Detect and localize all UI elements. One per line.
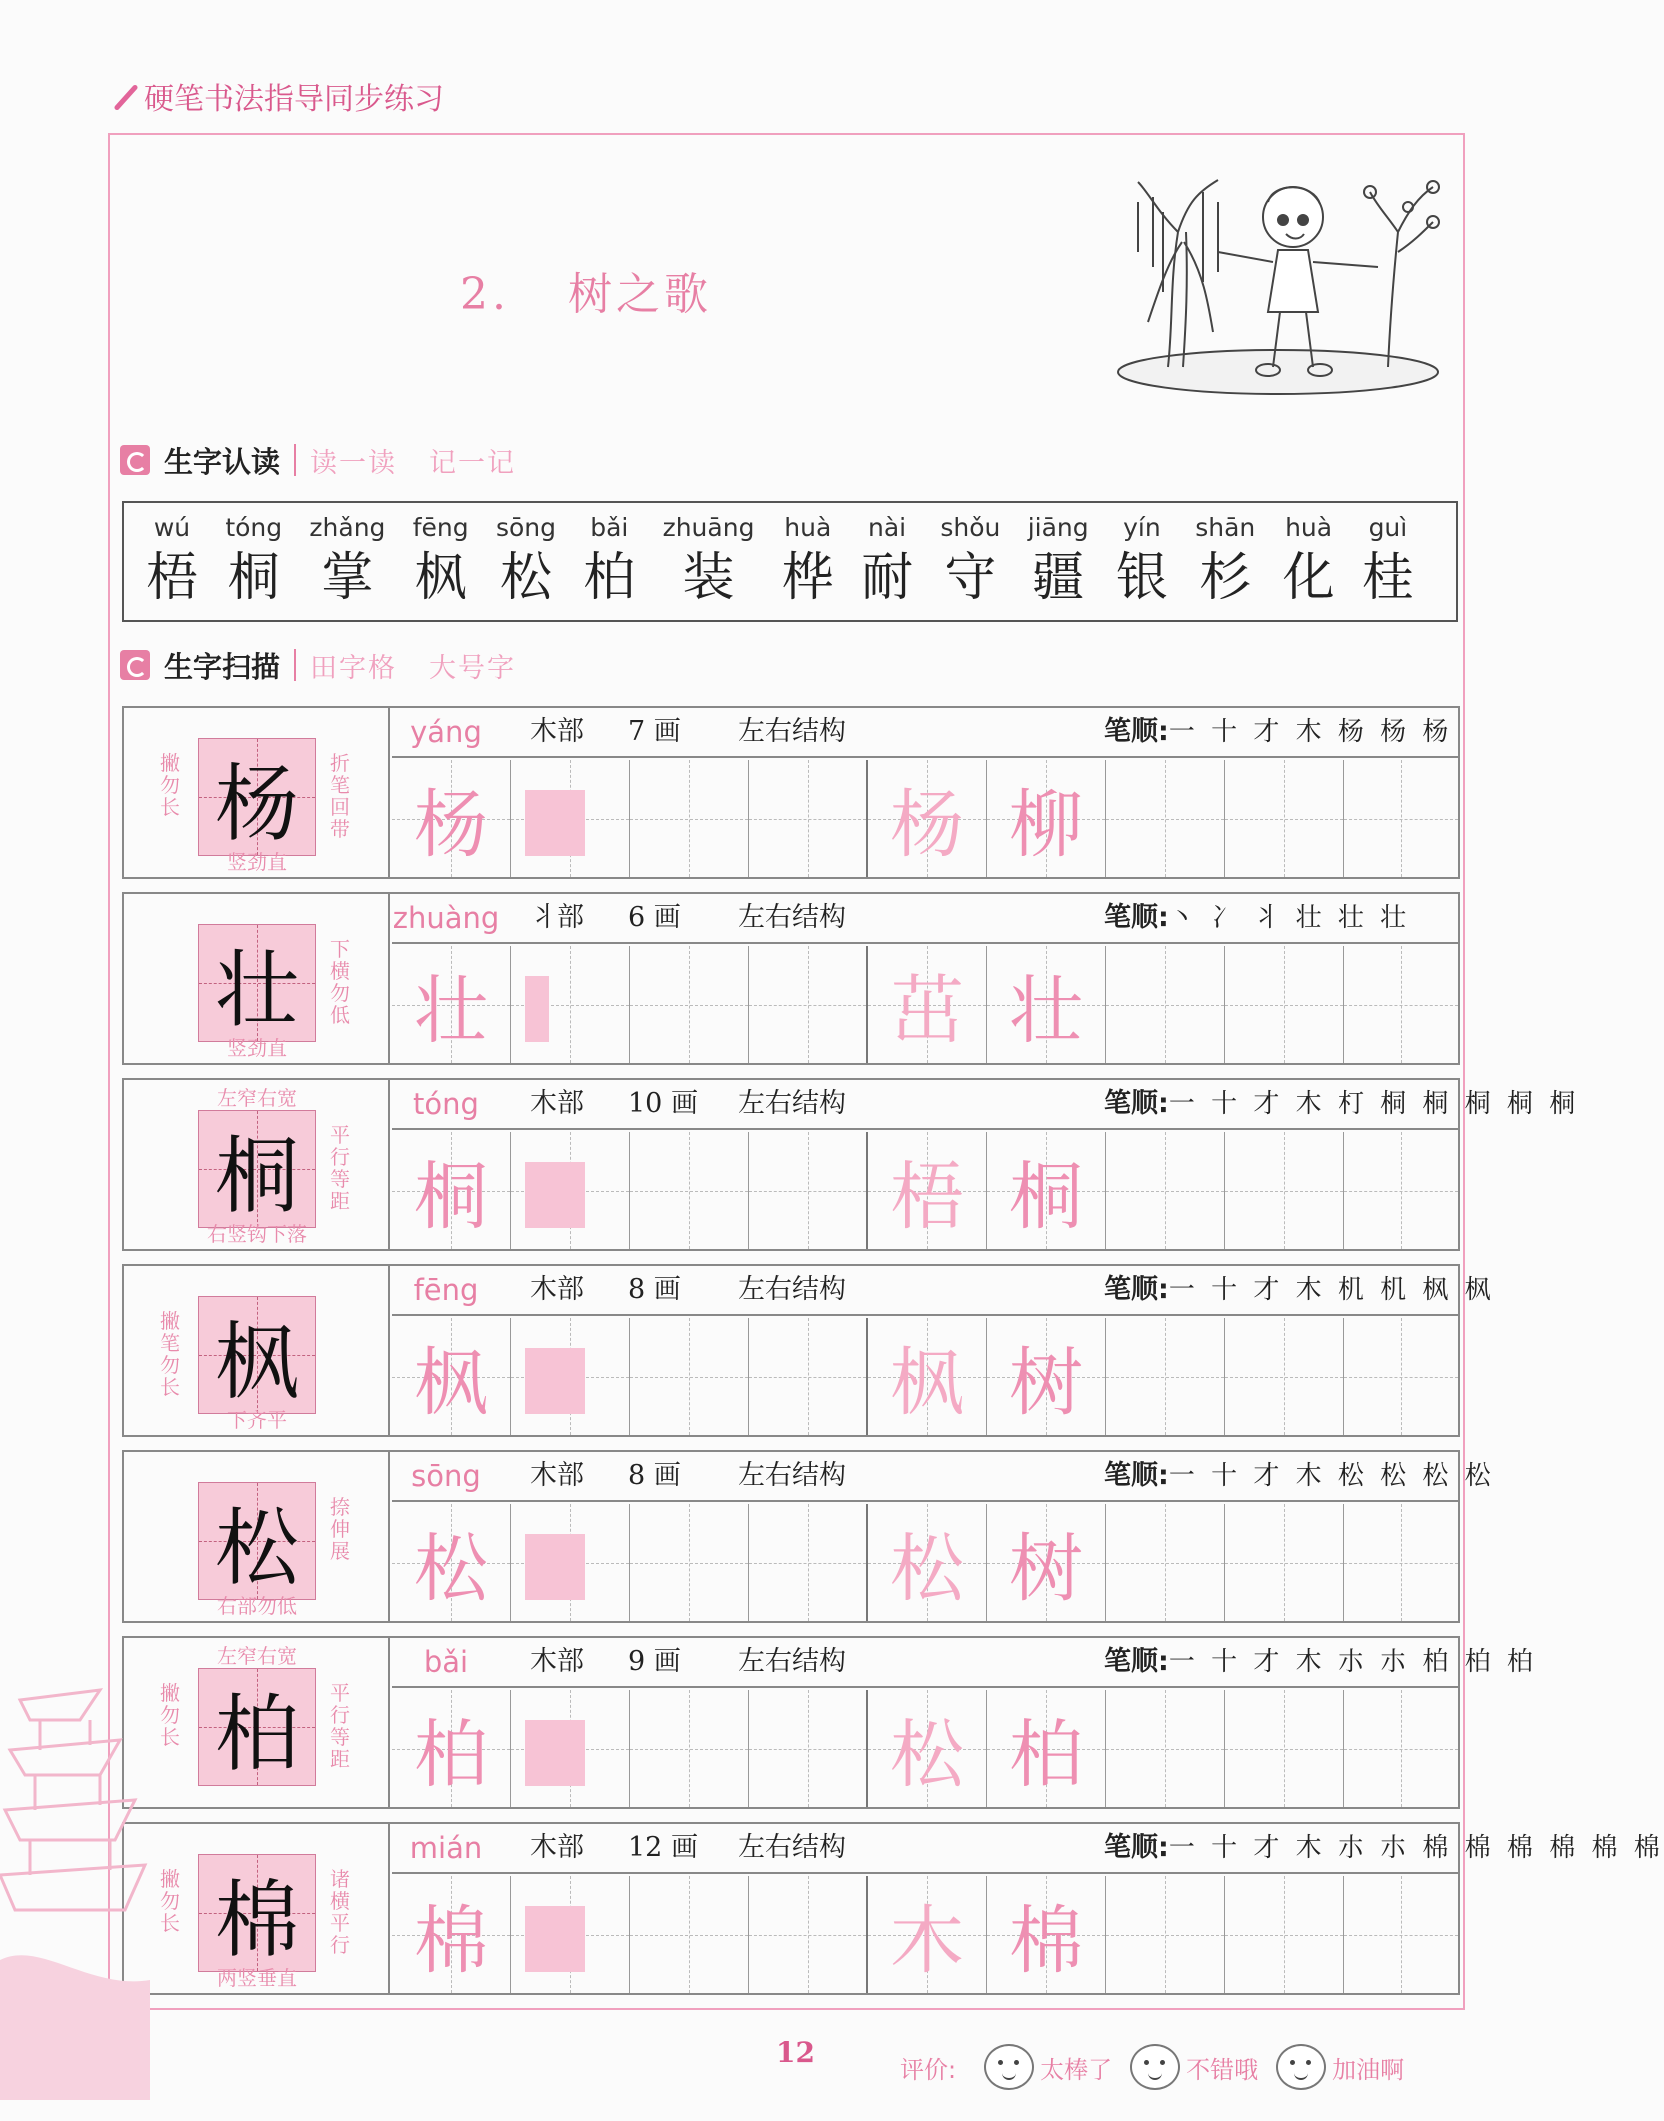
stroke-order-sequence: 丶 冫 丬 壮 壮 壮 bbox=[1168, 903, 1411, 933]
practice-cell[interactable] bbox=[749, 1318, 868, 1435]
practice-row bbox=[122, 1264, 1495, 1437]
char-info-bar bbox=[392, 1452, 1495, 1502]
writing-tip-right: 诸横平行 bbox=[330, 1867, 350, 1957]
char-info-bar bbox=[392, 1824, 1664, 1874]
model-char: 枫 bbox=[214, 1312, 299, 1411]
word-char-1: 松 bbox=[890, 1711, 964, 1798]
char-stroke-count: 9 画 bbox=[628, 1646, 681, 1677]
section-scan-header bbox=[120, 645, 548, 685]
practice-cell[interactable] bbox=[1106, 1876, 1225, 1993]
practice-cell[interactable] bbox=[987, 1690, 1106, 1807]
practice-cell[interactable] bbox=[868, 946, 987, 1063]
read-char bbox=[496, 509, 556, 620]
writing-tip-left: 撇勿长 bbox=[160, 751, 180, 819]
radical-highlight bbox=[525, 1720, 585, 1786]
read-char bbox=[663, 509, 755, 620]
practice-cell[interactable] bbox=[868, 760, 987, 877]
practice-grid bbox=[392, 1132, 1458, 1249]
char-stroke-count: 6 画 bbox=[628, 902, 681, 933]
char-pinyin: sōng bbox=[411, 1459, 481, 1493]
trace-char: 柏 bbox=[414, 1711, 488, 1798]
section-divider bbox=[294, 649, 296, 681]
word-char-2: 柳 bbox=[1009, 781, 1083, 868]
hanzi: 杉 bbox=[1199, 548, 1252, 608]
radical-highlight bbox=[525, 1906, 585, 1972]
practice-cell[interactable] bbox=[392, 1690, 511, 1807]
section-title: 生字扫描 bbox=[164, 649, 281, 684]
pinyin: fēng bbox=[412, 513, 469, 542]
swirl-icon bbox=[120, 650, 150, 680]
bear-face-icon bbox=[1130, 2044, 1180, 2090]
read-char bbox=[861, 509, 913, 620]
radical-highlight bbox=[525, 1348, 585, 1414]
char-info-bar bbox=[392, 894, 1458, 944]
practice-cell[interactable] bbox=[630, 1132, 749, 1249]
practice-cell[interactable] bbox=[1106, 1504, 1225, 1621]
practice-grid bbox=[392, 1690, 1458, 1807]
read-char bbox=[1116, 509, 1168, 620]
practice-cell[interactable] bbox=[1106, 1132, 1225, 1249]
hanzi: 守 bbox=[944, 548, 997, 608]
writing-tip-left: 撇笔勿长 bbox=[160, 1309, 180, 1399]
char-pinyin: yáng bbox=[410, 715, 482, 749]
kid-face-icon bbox=[1276, 2044, 1326, 2090]
practice-cell[interactable] bbox=[630, 1318, 749, 1435]
practice-cell[interactable] bbox=[392, 1132, 511, 1249]
char-structure: 左右结构 bbox=[738, 1460, 846, 1491]
model-char: 桐 bbox=[214, 1126, 299, 1225]
word-char-1: 茁 bbox=[890, 967, 964, 1054]
hanzi: 疆 bbox=[1032, 548, 1085, 608]
practice-cell[interactable] bbox=[1225, 1318, 1344, 1435]
read-char bbox=[225, 509, 282, 620]
page-number: 12 bbox=[776, 2036, 815, 2069]
hanzi: 松 bbox=[499, 548, 552, 608]
cat-face-icon bbox=[984, 2044, 1034, 2090]
model-char-panel bbox=[124, 1824, 390, 1993]
lesson-title bbox=[460, 258, 712, 322]
practice-grid bbox=[392, 1318, 1458, 1435]
char-structure: 左右结构 bbox=[738, 716, 846, 747]
trace-char: 桐 bbox=[414, 1153, 488, 1240]
practice-cell[interactable] bbox=[1344, 1504, 1458, 1621]
section-subtitle: 读一读 记一记 bbox=[310, 447, 517, 479]
stroke-order-label: 笔顺: bbox=[1104, 1088, 1169, 1119]
writing-tip-right: 平行等距 bbox=[330, 1123, 350, 1213]
char-structure: 左右结构 bbox=[738, 1088, 846, 1119]
model-char-panel bbox=[124, 1080, 390, 1249]
hanzi: 装 bbox=[682, 548, 735, 608]
stroke-order-sequence: 一 十 才 木 机 机 枫 枫 bbox=[1168, 1275, 1495, 1305]
read-char bbox=[309, 509, 385, 620]
practice-cell[interactable] bbox=[511, 1876, 630, 1993]
char-info-bar bbox=[392, 1266, 1495, 1316]
writing-tip-bottom: 竖劲直 bbox=[227, 1036, 287, 1060]
series-header bbox=[108, 74, 444, 118]
word-char-1: 松 bbox=[890, 1525, 964, 1612]
hanzi: 梧 bbox=[146, 548, 199, 608]
char-info-bar bbox=[392, 1638, 1537, 1688]
practice-cell[interactable] bbox=[749, 1876, 868, 1993]
char-stroke-count: 10 画 bbox=[628, 1088, 698, 1119]
pinyin: nài bbox=[868, 513, 907, 542]
hanzi: 化 bbox=[1282, 548, 1335, 608]
stroke-order bbox=[1104, 1266, 1495, 1314]
stroke-order-sequence: 一 十 才 木 杨 杨 杨 bbox=[1168, 717, 1453, 747]
stroke-order bbox=[1104, 1080, 1579, 1128]
practice-cell[interactable] bbox=[987, 1876, 1106, 1993]
model-char: 松 bbox=[214, 1498, 299, 1597]
practice-grid bbox=[392, 760, 1458, 877]
stroke-order bbox=[1104, 1824, 1664, 1872]
model-char-panel bbox=[124, 708, 390, 877]
practice-row bbox=[122, 1450, 1495, 1623]
practice-cell[interactable] bbox=[630, 1876, 749, 1993]
char-structure: 左右结构 bbox=[738, 1832, 846, 1863]
word-char-2: 棉 bbox=[1009, 1897, 1083, 1984]
kid-with-trees-illustration bbox=[1108, 172, 1448, 402]
hanzi: 桦 bbox=[781, 548, 834, 608]
practice-cell[interactable] bbox=[630, 946, 749, 1063]
trace-char: 杨 bbox=[414, 781, 488, 868]
practice-row bbox=[122, 1636, 1537, 1809]
practice-cell[interactable] bbox=[749, 1504, 868, 1621]
pinyin: sōng bbox=[495, 513, 556, 542]
section-subtitle: 田字格 大号字 bbox=[310, 652, 517, 684]
practice-cell[interactable] bbox=[749, 760, 868, 877]
writing-tip-right: 捺伸展 bbox=[330, 1495, 350, 1563]
pinyin: huà bbox=[1285, 513, 1333, 542]
read-characters-box bbox=[122, 501, 1458, 622]
word-char-2: 树 bbox=[1009, 1525, 1083, 1612]
practice-cell[interactable] bbox=[1344, 1318, 1458, 1435]
writing-tip-right: 平行等距 bbox=[330, 1681, 350, 1771]
read-char bbox=[1362, 509, 1414, 620]
read-char bbox=[1283, 509, 1335, 620]
writing-tip-bottom: 两竖垂直 bbox=[217, 1966, 297, 1990]
char-radical: 木部 bbox=[530, 1274, 584, 1305]
practice-cell[interactable] bbox=[1225, 1876, 1344, 1993]
stroke-order-sequence: 一 十 才 木 朾 桐 桐 桐 桐 桐 bbox=[1168, 1089, 1580, 1119]
word-char-1: 杨 bbox=[890, 781, 964, 868]
practice-cell[interactable] bbox=[987, 1132, 1106, 1249]
stroke-order-label: 笔顺: bbox=[1104, 1274, 1169, 1305]
pinyin: shǒu bbox=[940, 513, 1001, 542]
radical-highlight bbox=[525, 1534, 585, 1600]
practice-cell[interactable] bbox=[1344, 760, 1458, 877]
trace-char: 壮 bbox=[414, 967, 488, 1054]
hanzi: 耐 bbox=[861, 548, 914, 608]
char-stroke-count: 7 画 bbox=[628, 716, 681, 747]
char-info-bar bbox=[392, 708, 1458, 758]
word-char-1: 木 bbox=[890, 1897, 964, 1984]
trace-char: 棉 bbox=[414, 1897, 488, 1984]
writing-tip-left: 撇勿长 bbox=[160, 1681, 180, 1749]
char-structure: 左右结构 bbox=[738, 902, 846, 933]
practice-cell[interactable] bbox=[511, 1690, 630, 1807]
practice-cell[interactable] bbox=[630, 1504, 749, 1621]
radical-highlight bbox=[525, 1162, 585, 1228]
word-char-1: 枫 bbox=[890, 1339, 964, 1426]
stroke-order-label: 笔顺: bbox=[1104, 1460, 1169, 1491]
pinyin: zhǎng bbox=[309, 513, 386, 542]
stroke-order-label: 笔顺: bbox=[1104, 716, 1169, 747]
radical-highlight bbox=[525, 790, 585, 856]
char-structure: 左右结构 bbox=[738, 1274, 846, 1305]
read-char bbox=[782, 509, 834, 620]
writing-tip-bottom: 下齐平 bbox=[227, 1408, 287, 1432]
practice-cell[interactable] bbox=[1225, 1690, 1344, 1807]
stroke-order-label: 笔顺: bbox=[1104, 902, 1169, 933]
stroke-order bbox=[1104, 894, 1410, 942]
practice-cell[interactable] bbox=[511, 1318, 630, 1435]
practice-row bbox=[122, 1078, 1580, 1251]
series-title: 硬笔书法指导同步练习 bbox=[144, 82, 444, 117]
char-pinyin: bǎi bbox=[423, 1645, 469, 1679]
model-char: 柏 bbox=[214, 1684, 299, 1783]
swirl-icon bbox=[120, 445, 150, 475]
practice-cell[interactable] bbox=[1344, 1876, 1458, 1993]
eval-label: 评价: bbox=[900, 2055, 957, 2084]
word-char-1: 梧 bbox=[890, 1153, 964, 1240]
pen-icon bbox=[108, 81, 138, 111]
stroke-order bbox=[1104, 708, 1452, 756]
evaluation-bar bbox=[900, 2044, 1404, 2090]
pagoda-watermark bbox=[0, 1660, 150, 2100]
char-structure: 左右结构 bbox=[738, 1646, 846, 1677]
trace-char: 枫 bbox=[414, 1339, 488, 1426]
practice-cell[interactable] bbox=[868, 1504, 987, 1621]
model-char-panel bbox=[124, 1638, 390, 1807]
stroke-order-label: 笔顺: bbox=[1104, 1832, 1169, 1863]
hanzi: 银 bbox=[1115, 548, 1168, 608]
char-radical: 木部 bbox=[530, 1646, 584, 1677]
practice-cell[interactable] bbox=[868, 1132, 987, 1249]
stroke-order-sequence: 一 十 才 木 朩 朩 柏 柏 柏 bbox=[1168, 1647, 1537, 1677]
writing-tip-top: 左窄右宽 bbox=[217, 1086, 297, 1110]
char-radical: 木部 bbox=[530, 1088, 584, 1119]
hanzi: 桂 bbox=[1361, 548, 1414, 608]
practice-grid bbox=[392, 946, 1458, 1063]
char-pinyin: fēng bbox=[413, 1273, 479, 1307]
model-char-panel bbox=[124, 1266, 390, 1435]
char-pinyin: tóng bbox=[413, 1087, 479, 1121]
stroke-order bbox=[1104, 1452, 1495, 1500]
pinyin: wú bbox=[153, 513, 191, 542]
stroke-order bbox=[1104, 1638, 1537, 1686]
read-char bbox=[940, 509, 1000, 620]
stroke-order-sequence: 一 十 才 木 朩 朩 棉 棉 棉 棉 棉 棉 bbox=[1168, 1833, 1664, 1863]
practice-cell[interactable] bbox=[1344, 1132, 1458, 1249]
hanzi: 枫 bbox=[414, 548, 467, 608]
stroke-order-label: 笔顺: bbox=[1104, 1646, 1169, 1677]
lesson-number: 2. bbox=[460, 269, 510, 320]
practice-row bbox=[122, 892, 1460, 1065]
model-char-panel bbox=[124, 894, 390, 1063]
word-char-2: 壮 bbox=[1009, 967, 1083, 1054]
char-radical: 丬部 bbox=[530, 902, 584, 933]
eval-try[interactable]: 加油啊 bbox=[1276, 2044, 1404, 2090]
section-divider bbox=[294, 444, 296, 476]
read-char bbox=[1195, 509, 1255, 620]
practice-cell[interactable] bbox=[511, 1504, 630, 1621]
word-char-2: 桐 bbox=[1009, 1153, 1083, 1240]
practice-row bbox=[122, 1822, 1664, 1995]
char-pinyin: zhuàng bbox=[392, 901, 500, 935]
section-title: 生字认读 bbox=[164, 444, 281, 479]
practice-cell[interactable] bbox=[392, 760, 511, 877]
pinyin: shān bbox=[1195, 513, 1256, 542]
writing-tip-right: 下横勿低 bbox=[330, 937, 350, 1027]
practice-grid bbox=[392, 1876, 1458, 1993]
practice-cell[interactable] bbox=[392, 1876, 511, 1993]
writing-tip-bottom: 右部勿低 bbox=[217, 1594, 297, 1618]
char-pinyin: mián bbox=[409, 1831, 483, 1865]
practice-cell[interactable] bbox=[511, 1132, 630, 1249]
practice-cell[interactable] bbox=[987, 1504, 1106, 1621]
char-radical: 木部 bbox=[530, 1832, 584, 1863]
pinyin: yín bbox=[1123, 513, 1161, 542]
model-char-panel bbox=[124, 1452, 390, 1621]
word-char-2: 柏 bbox=[1009, 1711, 1083, 1798]
practice-cell[interactable] bbox=[1106, 760, 1225, 877]
char-stroke-count: 12 画 bbox=[628, 1832, 698, 1863]
writing-tip-bottom: 右竖钩下落 bbox=[207, 1222, 307, 1246]
practice-cell[interactable] bbox=[868, 1690, 987, 1807]
practice-cell[interactable] bbox=[1344, 1690, 1458, 1807]
pinyin: huà bbox=[784, 513, 832, 542]
model-char: 壮 bbox=[214, 940, 299, 1039]
practice-cell[interactable] bbox=[392, 946, 511, 1063]
practice-cell[interactable] bbox=[749, 1690, 868, 1807]
pinyin: guì bbox=[1368, 513, 1408, 542]
practice-cell[interactable] bbox=[1225, 946, 1344, 1063]
char-stroke-count: 8 画 bbox=[628, 1460, 681, 1491]
writing-tip-right: 折笔回带 bbox=[330, 751, 350, 841]
practice-cell[interactable] bbox=[987, 1318, 1106, 1435]
practice-cell[interactable] bbox=[511, 946, 630, 1063]
practice-grid bbox=[392, 1504, 1458, 1621]
eval-good[interactable]: 不错哦 bbox=[1130, 2044, 1258, 2090]
practice-cell[interactable] bbox=[1225, 1132, 1344, 1249]
practice-cell[interactable] bbox=[868, 1876, 987, 1993]
practice-cell[interactable] bbox=[392, 1318, 511, 1435]
practice-cell[interactable] bbox=[1344, 946, 1458, 1063]
practice-cell[interactable] bbox=[1106, 946, 1225, 1063]
writing-tip-top: 左窄右宽 bbox=[217, 1644, 297, 1668]
practice-cell[interactable] bbox=[392, 1504, 511, 1621]
pinyin: zhuāng bbox=[662, 513, 755, 542]
radical-highlight bbox=[525, 976, 549, 1042]
read-char bbox=[583, 509, 635, 620]
writing-tip-left: 撇勿长 bbox=[160, 1867, 180, 1935]
lesson-name: 树之歌 bbox=[567, 269, 712, 320]
model-char: 杨 bbox=[214, 754, 299, 853]
char-radical: 木部 bbox=[530, 1460, 584, 1491]
read-char bbox=[1028, 509, 1089, 620]
stroke-order-sequence: 一 十 才 木 松 松 松 松 bbox=[1168, 1461, 1495, 1491]
writing-tip-bottom: 竖劲直 bbox=[227, 850, 287, 874]
char-info-bar bbox=[392, 1080, 1580, 1130]
section-recognize-header bbox=[120, 440, 548, 480]
model-char: 棉 bbox=[214, 1870, 299, 1969]
hanzi: 掌 bbox=[321, 548, 374, 608]
pinyin: bǎi bbox=[590, 513, 629, 542]
practice-cell[interactable] bbox=[511, 760, 630, 877]
practice-cell[interactable] bbox=[630, 760, 749, 877]
char-radical: 木部 bbox=[530, 716, 584, 747]
word-char-2: 树 bbox=[1009, 1339, 1083, 1426]
pinyin: jiāng bbox=[1027, 513, 1089, 542]
pinyin: tóng bbox=[225, 513, 283, 542]
practice-cell[interactable] bbox=[987, 946, 1106, 1063]
practice-cell[interactable] bbox=[1106, 1318, 1225, 1435]
read-char bbox=[146, 509, 198, 620]
trace-char: 松 bbox=[414, 1525, 488, 1612]
practice-cell[interactable] bbox=[868, 1318, 987, 1435]
eval-great[interactable]: 太棒了 bbox=[984, 2044, 1112, 2090]
practice-row bbox=[122, 706, 1460, 879]
practice-cell[interactable] bbox=[749, 946, 868, 1063]
practice-cell[interactable] bbox=[630, 1690, 749, 1807]
practice-cell[interactable] bbox=[1106, 1690, 1225, 1807]
hanzi: 桐 bbox=[227, 548, 280, 608]
hanzi: 柏 bbox=[583, 548, 636, 608]
practice-cell[interactable] bbox=[987, 760, 1106, 877]
practice-cell[interactable] bbox=[749, 1132, 868, 1249]
read-char bbox=[413, 509, 469, 620]
practice-cell[interactable] bbox=[1225, 1504, 1344, 1621]
char-stroke-count: 8 画 bbox=[628, 1274, 681, 1305]
practice-cell[interactable] bbox=[1225, 760, 1344, 877]
